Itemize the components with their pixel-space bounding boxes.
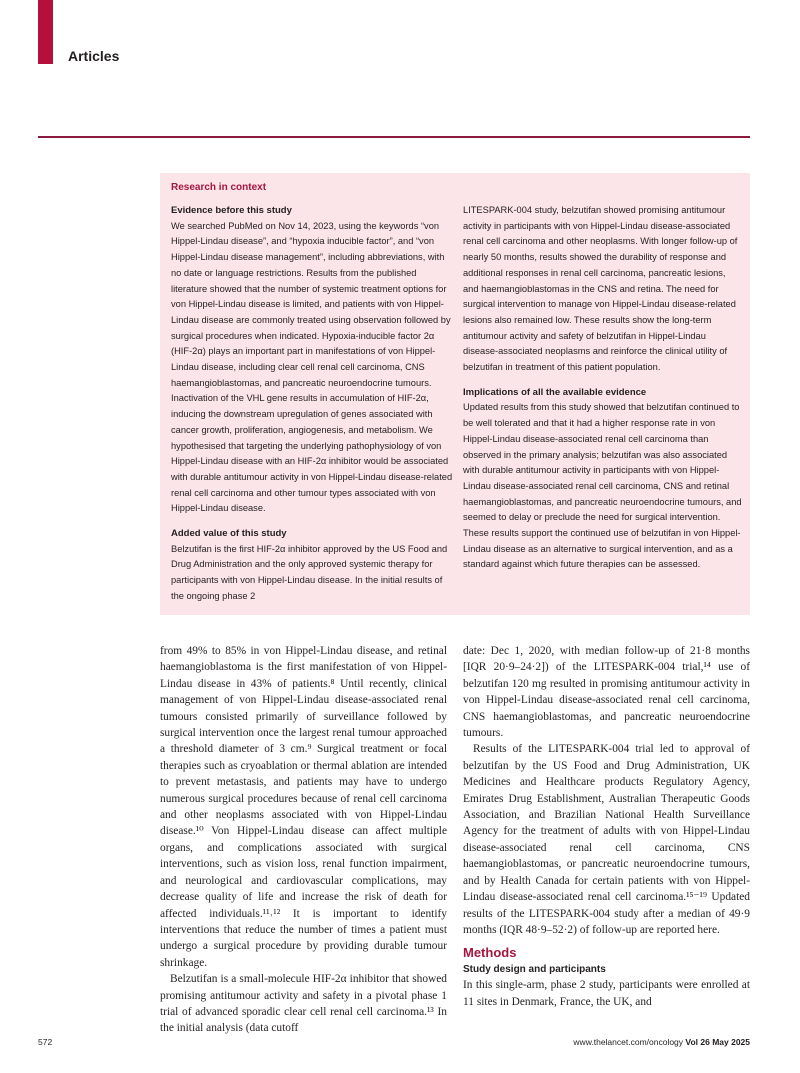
body-right-column	[463, 643, 750, 1010]
body-paragraph: Belzutifan is a small-molecule HIF-2α inhibitor that showed promising antitumour activity and safety in a pivotal phase 1 trial of advanced sporadic clear cell renal cell carcinoma.¹³ In the initial analysis (data cutoff	[160, 973, 447, 1035]
section-color-tab	[38, 0, 53, 64]
body-paragraph: from 49% to 85% in von Hippel-Lindau disease, and retinal haemangioblastoma is the first manifestation of von Hippel-Lindau disease in 43% of patients.⁸ Until recently, clinical management of von Hippel-Lindau disease-associated renal tumours consisted primarily of surveillance followed by surgical intervention once the largest renal tumour approached a threshold diameter of 3 cm.⁹ Surgical treatment or focal therapies such as cryoablation or thermal ablation are intended to prevent metastasis, and patients may have to undergo numerous surgical procedures because of renal cell carcinoma and other neoplasms associated with von Hippel-Lindau disease.¹⁰ Von Hippel-Lindau disease can affect multiple organs, and complications associated with surgical interventions, such as vision loss, renal function impairment, and neurological and cardiovascular complications, may decrease quality of life and increase the risk of death for affected individuals.¹¹˒¹² It is important to identify interventions that reduce the number of times a patient must undergo a surgical procedure by providing durable tumour shrinkage.	[160, 645, 447, 969]
body-paragraph: In this single-arm, phase 2 study, participants were enrolled at 11 sites in Denmark, France, the UK, and	[463, 979, 750, 1008]
volume-issue: Vol 26 May 2025	[685, 1037, 750, 1047]
body-left-column	[160, 643, 447, 1037]
added-value-heading: Added value of this study	[171, 528, 287, 540]
section-label: Articles	[68, 48, 120, 64]
journal-footer	[573, 1037, 750, 1047]
panel-title: Research in context	[171, 182, 267, 193]
added-value-text-right: LITESPARK-004 study, belzutifan showed promising antitumour activity in participants with von Hippel-Lindau disease-associated renal cell carcinoma and other neoplasms. With longer follow-up of nearly 50 months, results showed the durability of response and additional responses in renal cell carcinoma, pancreatic lesions, and haemangioblastomas in the CNS and retina. The need for surgical intervention to manage von Hippel-Lindau disease-related lesions also remained low. These results show the long-term antitumour activity and safety of belzutifan in Hippel-Lindau disease-associated neoplasms and reinforce the clinical utility of belzutifan in treatment of this patient population.	[463, 205, 738, 373]
body-paragraph: date: Dec 1, 2020, with median follow-up of 21·8 months [IQR 20·9–24·2]) of the LITESPARK-004 trial,¹⁴ use of belzutifan 120 mg resulted in promising antitumour activity in von Hippel-Lindau disease-associated renal cell carcinoma, CNS haemangioblastomas, and pancreatic neuroendocrine tumours.	[463, 645, 750, 740]
panel-right-column	[463, 203, 743, 573]
study-design-heading: Study design and participants	[463, 964, 606, 976]
research-in-context-panel	[160, 173, 750, 615]
implications-heading: Implications of all the available evidence	[463, 386, 647, 398]
header-rule	[38, 136, 750, 138]
journal-url[interactable]: www.thelancet.com/oncology	[573, 1037, 684, 1047]
implications-text: Updated results from this study showed that belzutifan continued to be well tolerated and that it had a higher response rate in von Hippel-Lindau disease-associated renal cell carcinoma than observed in the primary analysis; belzutifan was also associated with durable antitumour activity in participants with von Hippel-Lindau disease-associated renal cell carcinoma, CNS and retinal haemangioblastomas, and pancreatic neuroendocrine tumours, and seemed to delay or preclude the need for surgical intervention. These results support the continued use of belzutifan in von Hippel-Lindau disease as an alternative to surgical intervention, and as a standard against which future therapies can be assessed.	[463, 402, 742, 570]
page-number: 572	[38, 1037, 53, 1047]
evidence-text: We searched PubMed on Nov 14, 2023, using the keywords “von Hippel-Lindau disease”, and “hypoxia inducible factor”, and “von Hippel-Lindau disease management”, including abbreviations, with no date or language restrictions. Results from the published literature showed that the number of systemic treatment options for von Hippel-Lindau disease is limited, and patients with von Hippel-Lindau disease are commonly treated using observation followed by surgical procedures when indicated. Hypoxia-inducible factor 2α (HIF-2α) plays an important part in manifestations of von Hippel-Lindau disease, including clear cell renal cell carcinoma, CNS haemangioblastomas, and pancreatic neuroendocrine tumours. Inactivation of the VHL gene results in accumulation of HIF-2α, inducing the downstream upregulation of genes associated with cancer growth, proliferation, angiogenesis, and metabolism. We hypothesised that targeting the underlying pathophysiology of von Hippel-Lindau disease with an HIF-2α inhibitor would be associated with durable antitumour activity in von Hippel-Lindau disease-related renal cell carcinoma and other tumour types associated with von Hippel-Lindau disease.	[171, 220, 453, 514]
methods-heading: Methods	[463, 945, 517, 961]
body-paragraph: Results of the LITESPARK-004 trial led to approval of belzutifan by the US Food and Drug Administration, UK Medicines and Healthcare products Regulatory Agency, Emirates Drug Establishment, Australian Therapeutic Goods Association, and Brazilian National Health Surveillance Agency for the treatment of adults with von Hippel-Lindau disease-associated renal cell carcinoma, CNS haemangioblastomas, or pancreatic neuroendocrine tumours, and by Health Canada for certain patients with von Hippel-Lindau disease-associated renal cell carcinoma.¹⁵⁻¹⁹ Updated results of the LITESPARK-004 study after a median of 49·9 months (IQR 48·9–52·2) of follow-up are reported here.	[463, 743, 750, 936]
panel-left-column	[171, 203, 454, 605]
evidence-heading: Evidence before this study	[171, 205, 292, 216]
added-value-text-left: Belzutifan is the first HIF-2α inhibitor approved by the US Food and Drug Administration and the only approved systemic therapy for participants with von Hippel-Lindau disease. In the initial results of the ongoing phase 2	[171, 543, 448, 601]
